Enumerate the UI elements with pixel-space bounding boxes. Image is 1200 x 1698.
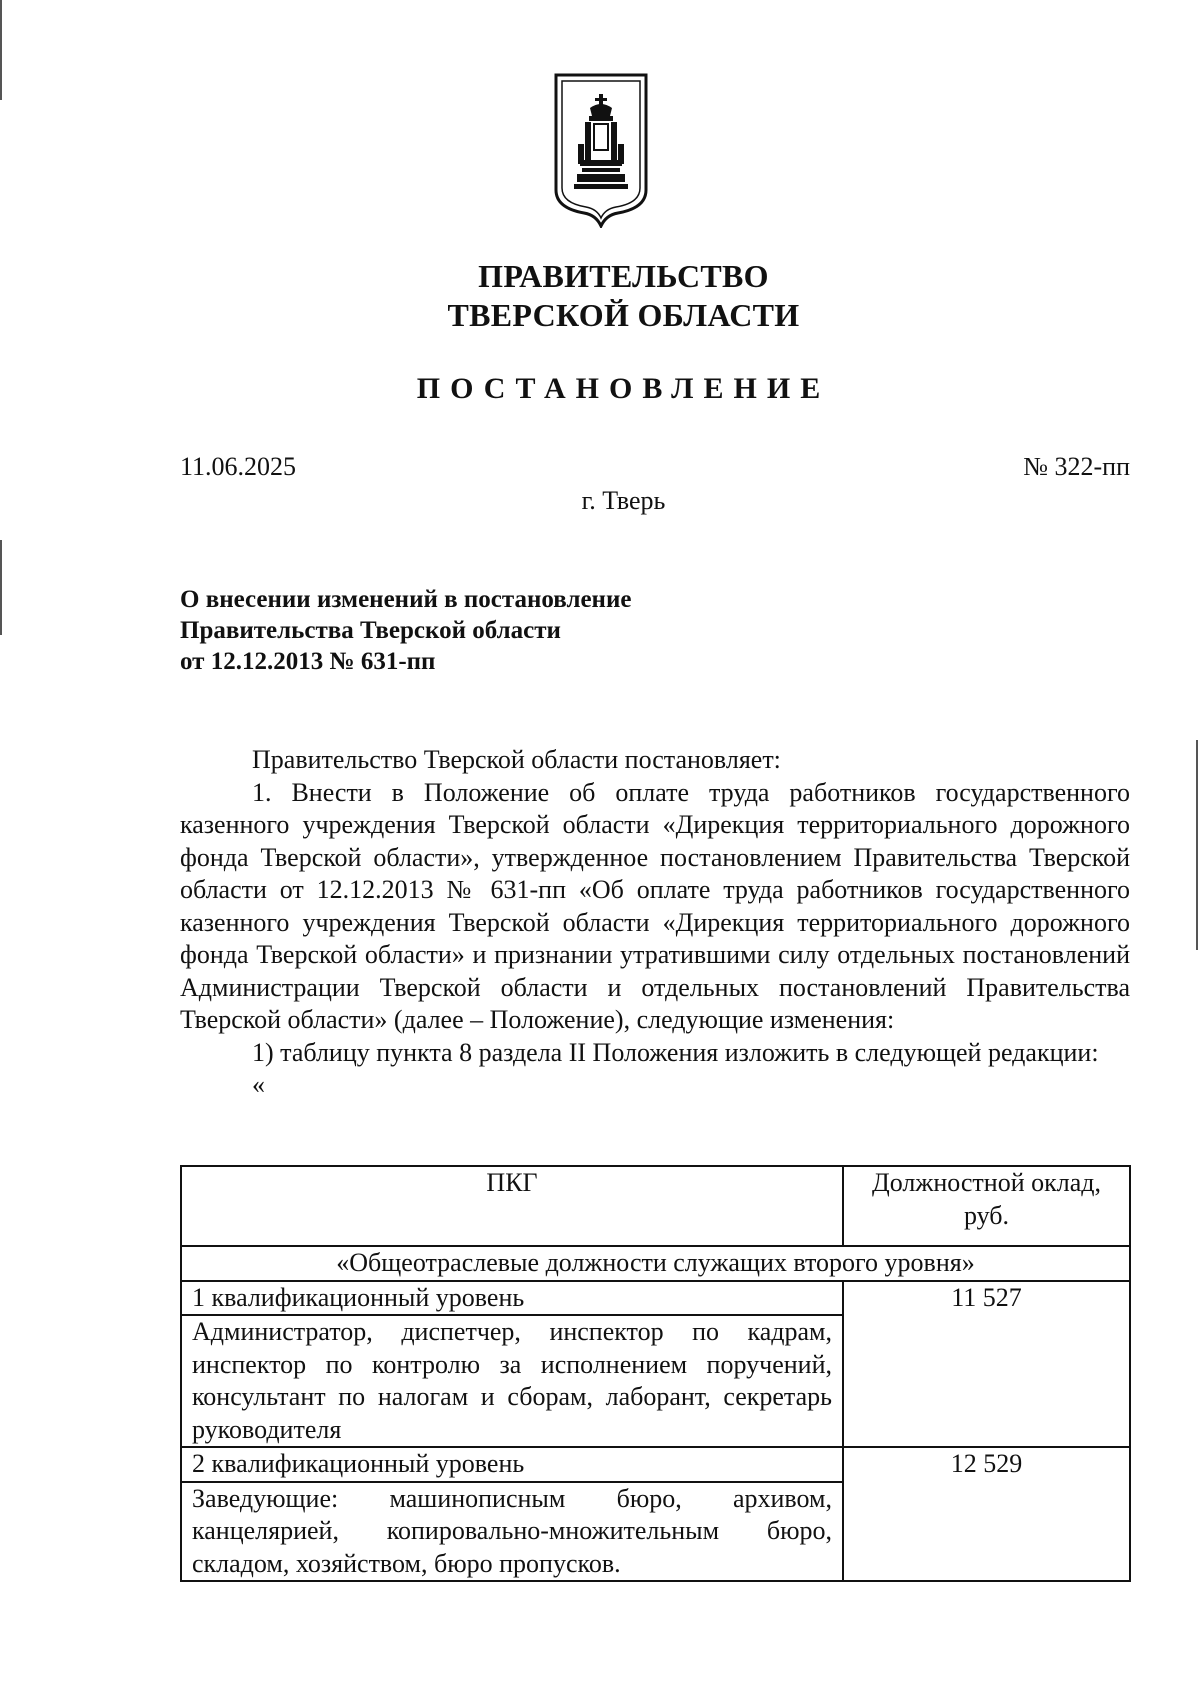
group-title: «Общеотраслевые должности служащих второго уровня» bbox=[181, 1246, 1130, 1281]
table-row bbox=[181, 1281, 1130, 1316]
coat-of-arms-icon bbox=[552, 72, 650, 228]
intro-paragraph: Правительство Тверской области постановляет: bbox=[252, 745, 781, 774]
document-body bbox=[180, 744, 1130, 1102]
salary-amount: 12 529 bbox=[843, 1447, 1130, 1581]
item-1-paragraph: 1. Внести в Положение об оплате труда работников государственного казенного учреждения Тверской области «Дирекция территориального дорожного фонда Тверской области», утвержденное постановлением Правительства Тверской области от 12.12.2013 № 631-пп «Об оплате труда работников государственного казенного учреждения Тверской области «Дирекция территориального дорожного фонда Тверской области» и признании утратившими силу отдельных постановлений Администрации Тверской области и отдельных постановлений Правительства Тверской области» (далее – Положение), следующие изменения: bbox=[180, 777, 1130, 1034]
scan-edge-mark bbox=[0, 540, 2, 635]
qualification-level: 2 квалификационный уровень bbox=[181, 1447, 843, 1482]
document-title bbox=[180, 584, 880, 677]
positions-list: Администратор, диспетчер, инспектор по кадрам, инспектор по контролю за исполнением поручений, консультант по налогам и сборам, лаборант, секретарь руководителя bbox=[181, 1315, 843, 1447]
document-kind: ПОСТАНОВЛЕНИЕ bbox=[416, 372, 831, 405]
document-number: № 322-пп bbox=[1023, 452, 1130, 481]
title-line: О внесении изменений в постановление bbox=[180, 586, 632, 613]
table-row bbox=[181, 1447, 1130, 1482]
table-group-row bbox=[181, 1246, 1130, 1281]
scan-edge-mark bbox=[1196, 740, 1198, 950]
positions-list: Заведующие: машинописным бюро, архивом, канцелярией, копировально-множительным бюро, складом, хозяйством, бюро пропусков. bbox=[181, 1482, 843, 1582]
org-name-line1: ПРАВИТЕЛЬСТВО bbox=[478, 258, 769, 294]
item-1-1-paragraph: 1) таблицу пункта 8 раздела II Положения изложить в следующей редакции: bbox=[252, 1037, 1099, 1067]
document-date: 11.06.2025 bbox=[180, 452, 297, 481]
column-header-salary: Должностной оклад, руб. bbox=[843, 1166, 1130, 1246]
salary-table bbox=[180, 1165, 1131, 1582]
title-line: от 12.12.2013 № 631-пп bbox=[180, 648, 436, 675]
document-city: г. Тверь bbox=[581, 486, 666, 515]
scan-edge-mark bbox=[0, 0, 2, 100]
table-header-row bbox=[181, 1166, 1130, 1246]
quote-open-mark: « bbox=[252, 1070, 265, 1099]
salary-amount: 11 527 bbox=[843, 1281, 1130, 1448]
qualification-level: 1 квалификационный уровень bbox=[181, 1281, 843, 1316]
column-header-pkg: ПКГ bbox=[181, 1166, 843, 1246]
title-line: Правительства Тверской области bbox=[180, 617, 561, 644]
org-name-line2: ТВЕРСКОЙ ОБЛАСТИ bbox=[447, 297, 800, 333]
